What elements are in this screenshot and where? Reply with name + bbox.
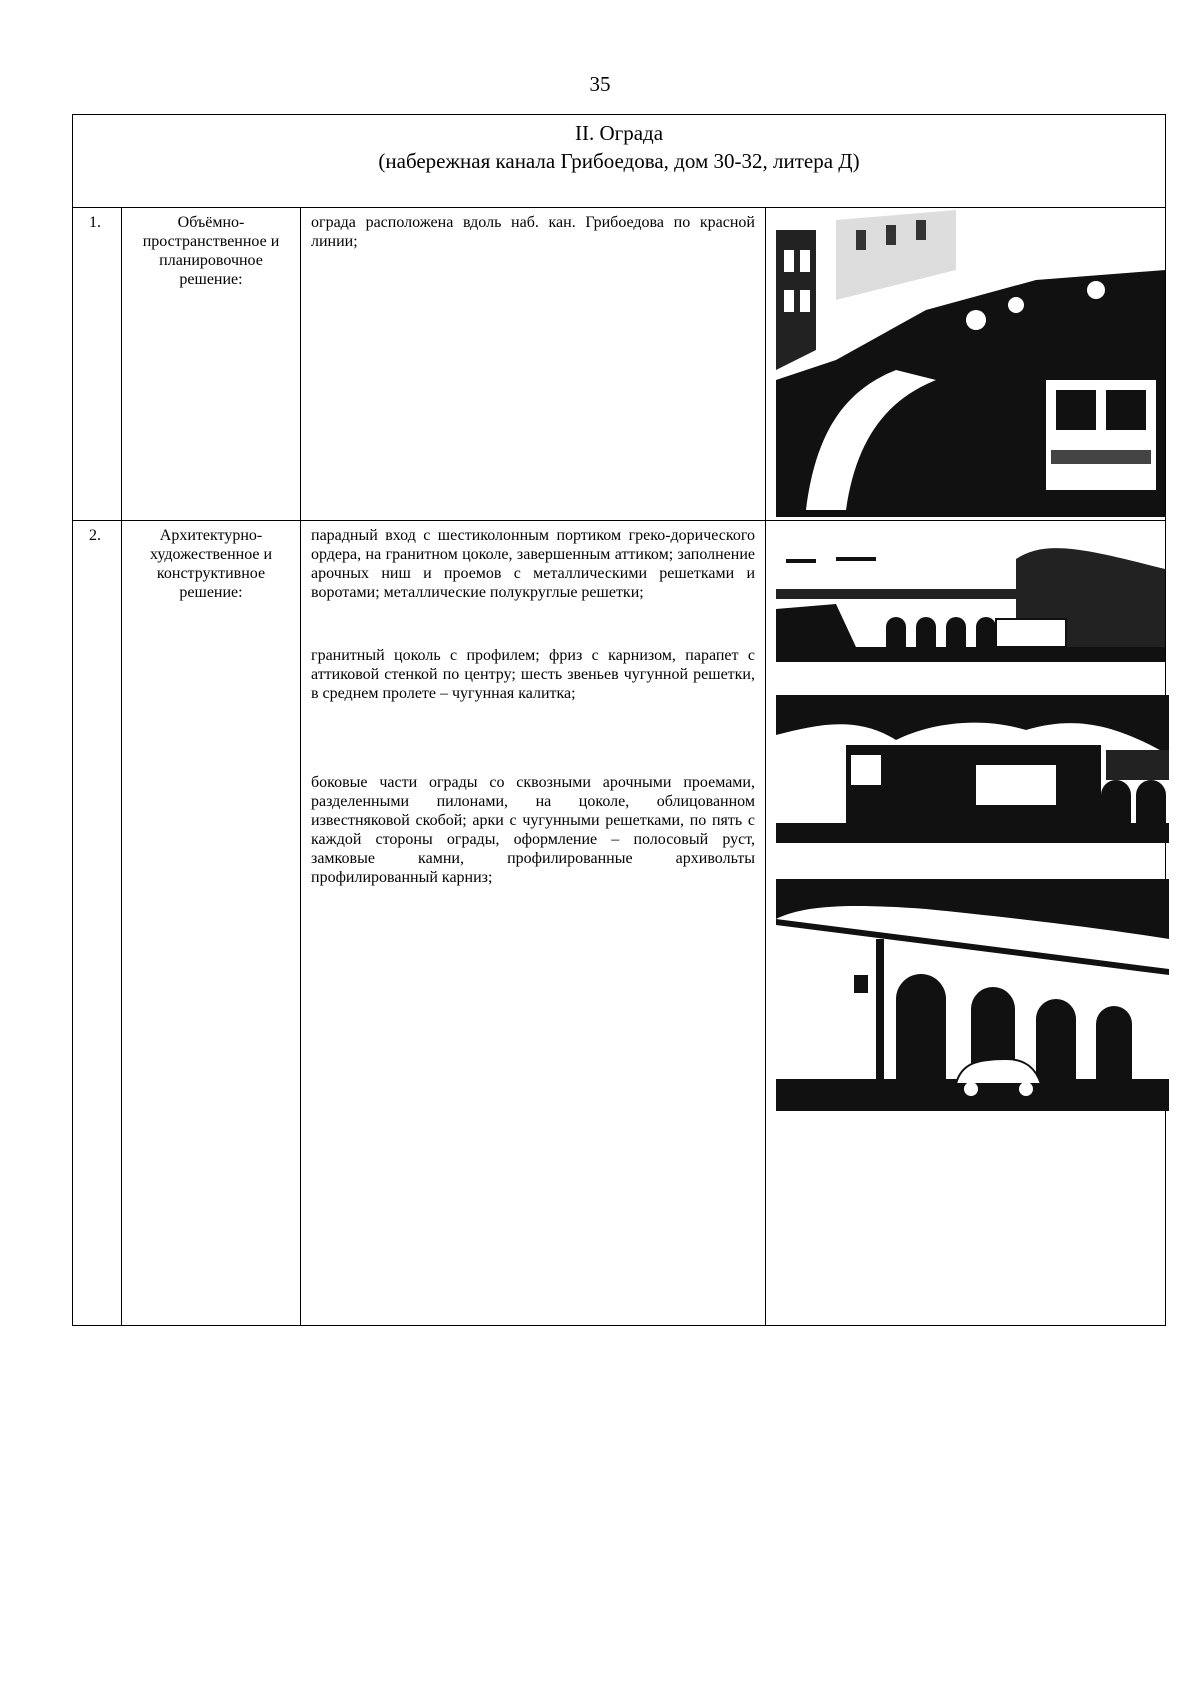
description-text: гранитный цоколь с профилем; фриз с карнизом, парапет с аттиковой стенкой по центру; шесть звеньев чугунной решетки, в среднем пролете – чугунная калитка; <box>311 647 755 702</box>
table-row <box>73 521 1166 1326</box>
row-number: 2. <box>73 521 122 1326</box>
photo-embankment <box>776 210 1165 517</box>
photo-portico <box>776 529 1165 662</box>
photo-arches <box>776 879 1169 1111</box>
section-title: II. Ограда <box>574 121 664 145</box>
description-text: парадный вход с шестиколонным портиком греко-дорического ордера, на гранитном цоколе, завершенным аттиком; заполнение арочных ниш и проемов с металлическими решетками и воротами; металлические полукруглые решетки; <box>311 527 755 601</box>
row-description <box>301 521 766 1326</box>
section-subtitle: (набережная канала Грибоедова, дом 30-32, литера Д) <box>378 149 860 173</box>
description-text: боковые части ограды со сквозными арочными проемами, разделенными пилонами, на цоколе, облицованном известняковой скобой; арки с чугунными решетками, по пять с каждой стороны ограды, оформление – полосовый руст, замковые камни, профилированные архивольты профилированный карниз; <box>311 774 755 886</box>
fence-description-table <box>72 114 1166 1326</box>
row-label: Архитектурно-художественное и конструктивное решение: <box>122 521 301 1326</box>
photo-cell <box>766 208 1166 521</box>
row-description <box>301 208 766 521</box>
table-header-row <box>73 115 1166 208</box>
row-label: Объёмно-пространственное и планировочное решение: <box>122 208 301 521</box>
description-text: ограда расположена вдоль наб. кан. Грибоедова по красной линии; <box>311 214 755 250</box>
page-number: 35 <box>589 72 611 96</box>
photo-cell <box>766 521 1166 1326</box>
row-number: 1. <box>73 208 122 521</box>
section-title-cell <box>73 115 1166 208</box>
photo-grille-bus <box>776 695 1169 843</box>
table-row <box>73 208 1166 521</box>
